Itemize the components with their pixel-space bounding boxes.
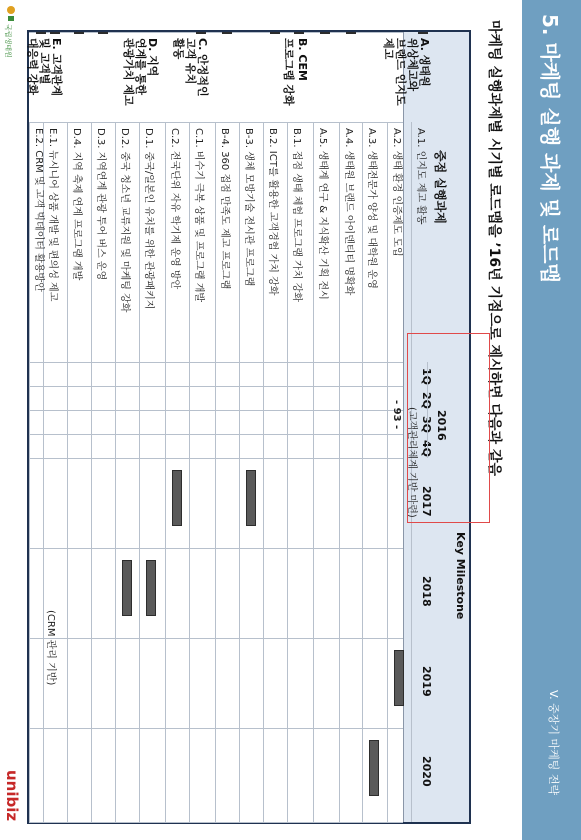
grid-line [29,362,403,363]
task-label: B.2. ICT를 활용한 고객경험 가치 강화 [267,128,278,296]
grid-line [29,822,403,823]
chapter-label: V. 중장기 마케팅 전략 [547,690,560,796]
task-label: A.2. 생태 환경 인증제도 도입 [391,128,402,257]
category-label-b: B. CEM [296,38,309,81]
timeline-bar [222,32,232,34]
page-number: - 93 - [391,400,402,430]
grid-line [29,638,403,639]
grid-line [165,122,166,822]
category-label-c: 활동 [172,38,185,60]
task-label: B.1. 접점 생태 체험 프로그램 가치 강화 [291,128,302,302]
svg-text:국립생태원: 국립생태원 [4,24,12,58]
timeline-bar [294,32,304,34]
quarter-label: 4Q [420,440,433,458]
category-label-c: 고객 유치 [184,38,197,85]
category-label-a: 브랜드 인지도 [394,38,407,106]
category-label-a: A. 생태원 [418,38,431,87]
annotation-e2-2016: (고객관리체계 기반 마련) [406,407,417,518]
timeline-bar [122,560,132,616]
category-label-c: C. 안정적인 [196,38,209,97]
page-subtitle: 마케팅 실행과제별 시기별 로드맵을 ’16년 기점으로 제시하면 다음과 같음 [486,20,502,476]
timeline-bar [98,32,108,34]
timeline-bar [394,650,404,706]
timeline-bar [418,32,428,34]
category-label-a: 제고 [382,38,395,60]
category-label-a: 위상체고와 [406,38,419,92]
grid-line [29,458,403,459]
timeline-bar [36,32,46,34]
grid-line [263,122,264,822]
section-banner [522,0,581,840]
grid-line [313,122,314,822]
org-logo [2,4,20,60]
grid-line [29,122,30,822]
annotation-e2-2018: (CRM 관리 기반) [45,610,56,686]
grid-line [29,548,403,549]
year-label: 2019 [420,666,433,697]
year-label: 2020 [420,756,433,787]
timeline-bar [346,32,356,34]
highlight-2016 [407,333,490,523]
grid-line [362,122,363,822]
task-label: D.4. 지역 축제 연계 프로그램 개발 [71,128,82,281]
task-label: D.2. 중국 청소년 교류지원 및 마케팅 강화 [119,128,130,313]
grid-line [287,122,288,822]
category-label-e: E. 고객관계 [50,38,63,97]
grid-line [215,122,216,822]
task-label: B-3. 생체 모방기술 전시관 프로그램 [243,128,254,287]
task-label: C.2. 전국단위 자유 학기제 운영 방안 [169,128,180,290]
grid-line [29,122,403,123]
grid-line [387,122,388,822]
task-label: D.3. 지역연계 관광 투어 버스 운영 [95,128,106,281]
category-label-d: 연계를 통한 [134,38,147,95]
timeline-bar [246,470,256,526]
task-label: E.1. 뉴시니어 상품 개발 및 편의성 제고 [47,128,58,302]
timeline-bar [74,32,84,34]
category-label-e: 대응력 강화 [26,38,39,95]
svg-text:unibiz: unibiz [3,770,21,822]
grid-line [91,122,92,822]
timeline-bar [172,470,182,526]
year-label: 2018 [420,576,433,607]
category-label-d: 관광가치 제고 [122,38,135,106]
grid-line [189,122,190,822]
task-label: D.1. 중국/일본인 유치를 위한 관광패키지 [143,128,154,310]
task-label: A.4. 생태원 브랜드 아이덴티티 명확화 [343,128,354,296]
task-column-header: 중점 실행과제 [433,150,447,224]
task-label: E.2. CRM 및 고객 빅데이터 활용방안 [33,128,44,292]
section-title: 5. 마케팅 실행 과제 및 로드맵 [538,14,562,283]
grid-line [139,122,140,822]
grid-line [29,386,403,387]
roadmap-table [27,30,471,824]
timeline-bar [146,560,156,616]
timeline-bar [50,32,60,34]
grid-line [67,122,68,822]
grid-line [29,434,403,435]
grid-line [339,122,340,822]
quarter-label: 1Q [420,368,433,386]
grid-line [239,122,240,822]
task-label: C.1. 비수기 극복 상품 및 프로그램 개발 [193,128,204,303]
quarter-label: 2Q [420,392,433,410]
grid-line [29,728,403,729]
grid-line [115,122,116,822]
task-label: A.1. 인지도 제고 활동 [415,128,426,225]
timeline-bar [196,32,206,34]
year-label: 2017 [420,486,433,517]
grid-line [29,410,403,411]
task-label: B-4. 360 접점 만족도 제고 프로그램 [219,128,230,290]
timeline-bar [270,32,280,34]
timeline-bar [369,740,379,796]
task-label: A.5. 생태계 연구 & 지식확산 기획 전시 [317,128,328,300]
category-label-d: D. 지역 [146,38,159,77]
task-label: A.3. 생태전문가 양성 및 대학원 운영 [366,128,377,289]
category-label-b: 프로그램 강화 [282,38,295,106]
brand-logo [3,768,23,836]
milestone-header: Key Milestone [454,532,467,620]
category-label-e: 및 고객별 [38,38,51,85]
year-2016-label: 2016 [435,410,448,441]
quarter-label: 3Q [420,416,433,434]
timeline-bar [320,32,330,34]
